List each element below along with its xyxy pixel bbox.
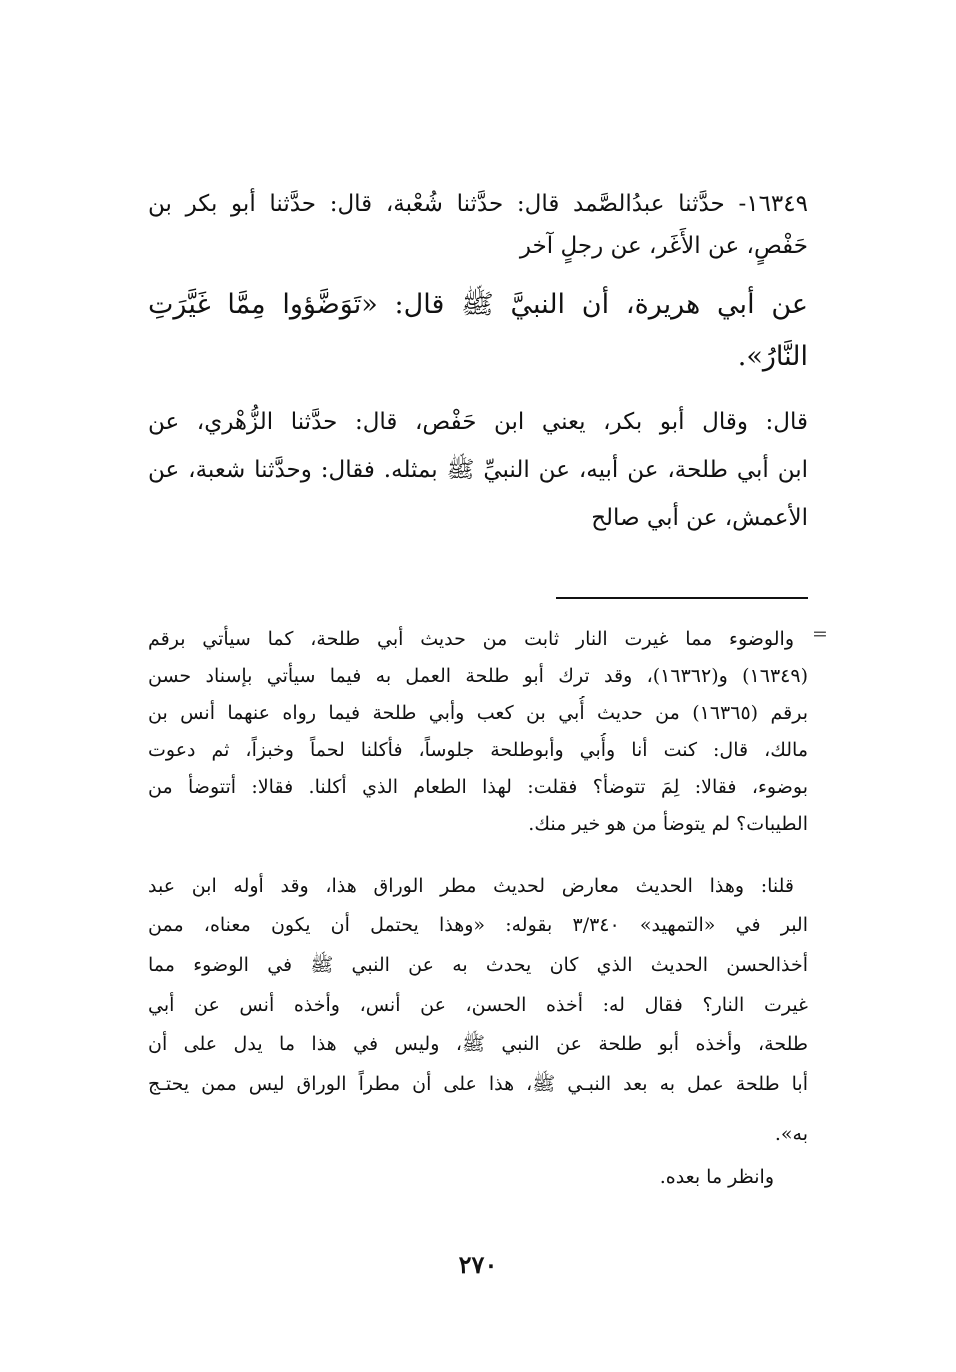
- footnote-continuation-marker: =: [812, 623, 828, 645]
- footnote-line-6: الطيبات؟ لم يتوضأ من هو خير منك.: [528, 813, 808, 835]
- footnote-line-9: أخذالحسن الحديث الذي كان يحدث به عن النبي ﷺ في الوضوء مما: [148, 954, 808, 976]
- footnote-line-5: بوضوء، فقالا: لِمَ تتوضأ؟ فقلت: لهذا الطعام الذي أكلنا. فقالا: أتتوضأ من: [148, 776, 808, 798]
- footnote-line-8: البر في «التمهيد» ٣/٣٤٠ بقوله: «وهذا يحتمل أن يكون معناه، ممن: [148, 914, 808, 936]
- hadith-line-2: حَفْصٍ، عن الأَغَر، عن رجلٍ آخر: [519, 233, 808, 259]
- page-number: ٢٧٠: [458, 1250, 498, 1279]
- footnote-line-13: به».: [774, 1123, 808, 1145]
- footnote-line-2: (١٦٣٤٩) و(١٦٣٦٢)، وقد ترك أبو طلحة العمل به فيما سيأتي بإسناد حسن: [148, 665, 808, 687]
- hadith-line-7: الأعمش، عن أبي صالح: [591, 505, 808, 531]
- footnote-line-12: أبا طلحة عمل به بعد النبـي ﷺ، هذا على أن مطراً الوراق ليس ممن يحتـج: [148, 1073, 808, 1095]
- footnote-line-3: برقم (١٦٣٦٥) من حديث أُبي بن كعب وأبي طلحة فيما رواه عنهما أنس بن: [148, 702, 808, 724]
- footnote-line-1: والوضوء مما غيرت النار ثابت من حديث أبي طلحة، كما سيأتي برقم: [148, 628, 794, 650]
- footnote-line-4: مالك، قال: كنت أنا وأُبي وأبوطلحة جلوساً، فأكلنا لحماً وخبزاً، ثم دعوت: [148, 739, 808, 761]
- footnote-separator: [556, 597, 808, 599]
- hadith-matn-line-1: عن أبي هريرة، أن النبيَّ ﷺ قال: «تَوَضَّؤوا مِمَّا غَيَّرَتِ: [148, 289, 808, 320]
- footnote-line-7: قلنا: وهذا الحديث معارض لحديث مطر الوراق هذا، وقد أوله ابن عبد: [148, 875, 794, 897]
- hadith-line-1: ١٦٣٤٩- حدَّثنا عبدُالصَّمد قال: حدَّثنا شُعْبة، قال: حدَّثنا أبو بكر بن: [148, 191, 808, 217]
- footnote-line-10: غيرت النار؟ فقال له: أخذه الحسن، عن أنس، وأخذه أنس عن أبي: [148, 994, 808, 1016]
- hadith-matn-line-2: النَّارُ».: [737, 341, 808, 372]
- footnote-line-14: وانظر ما بعده.: [659, 1166, 774, 1188]
- footnote-line-11: طلحة، وأخذه أبو طلحة عن النبي ﷺ، وليس في هذا ما يدل على أن: [148, 1033, 808, 1055]
- hadith-line-5: قال: وقال أبو بكر، يعني ابن حَفْص، قال: حدَّثنا الزُّهْري، عن: [148, 409, 808, 435]
- hadith-line-6: ابن أبي طلحة، عن أبيه، عن النبيِّ ﷺ بمثله. فقال: وحدَّثنا شعبة، عن: [148, 457, 808, 483]
